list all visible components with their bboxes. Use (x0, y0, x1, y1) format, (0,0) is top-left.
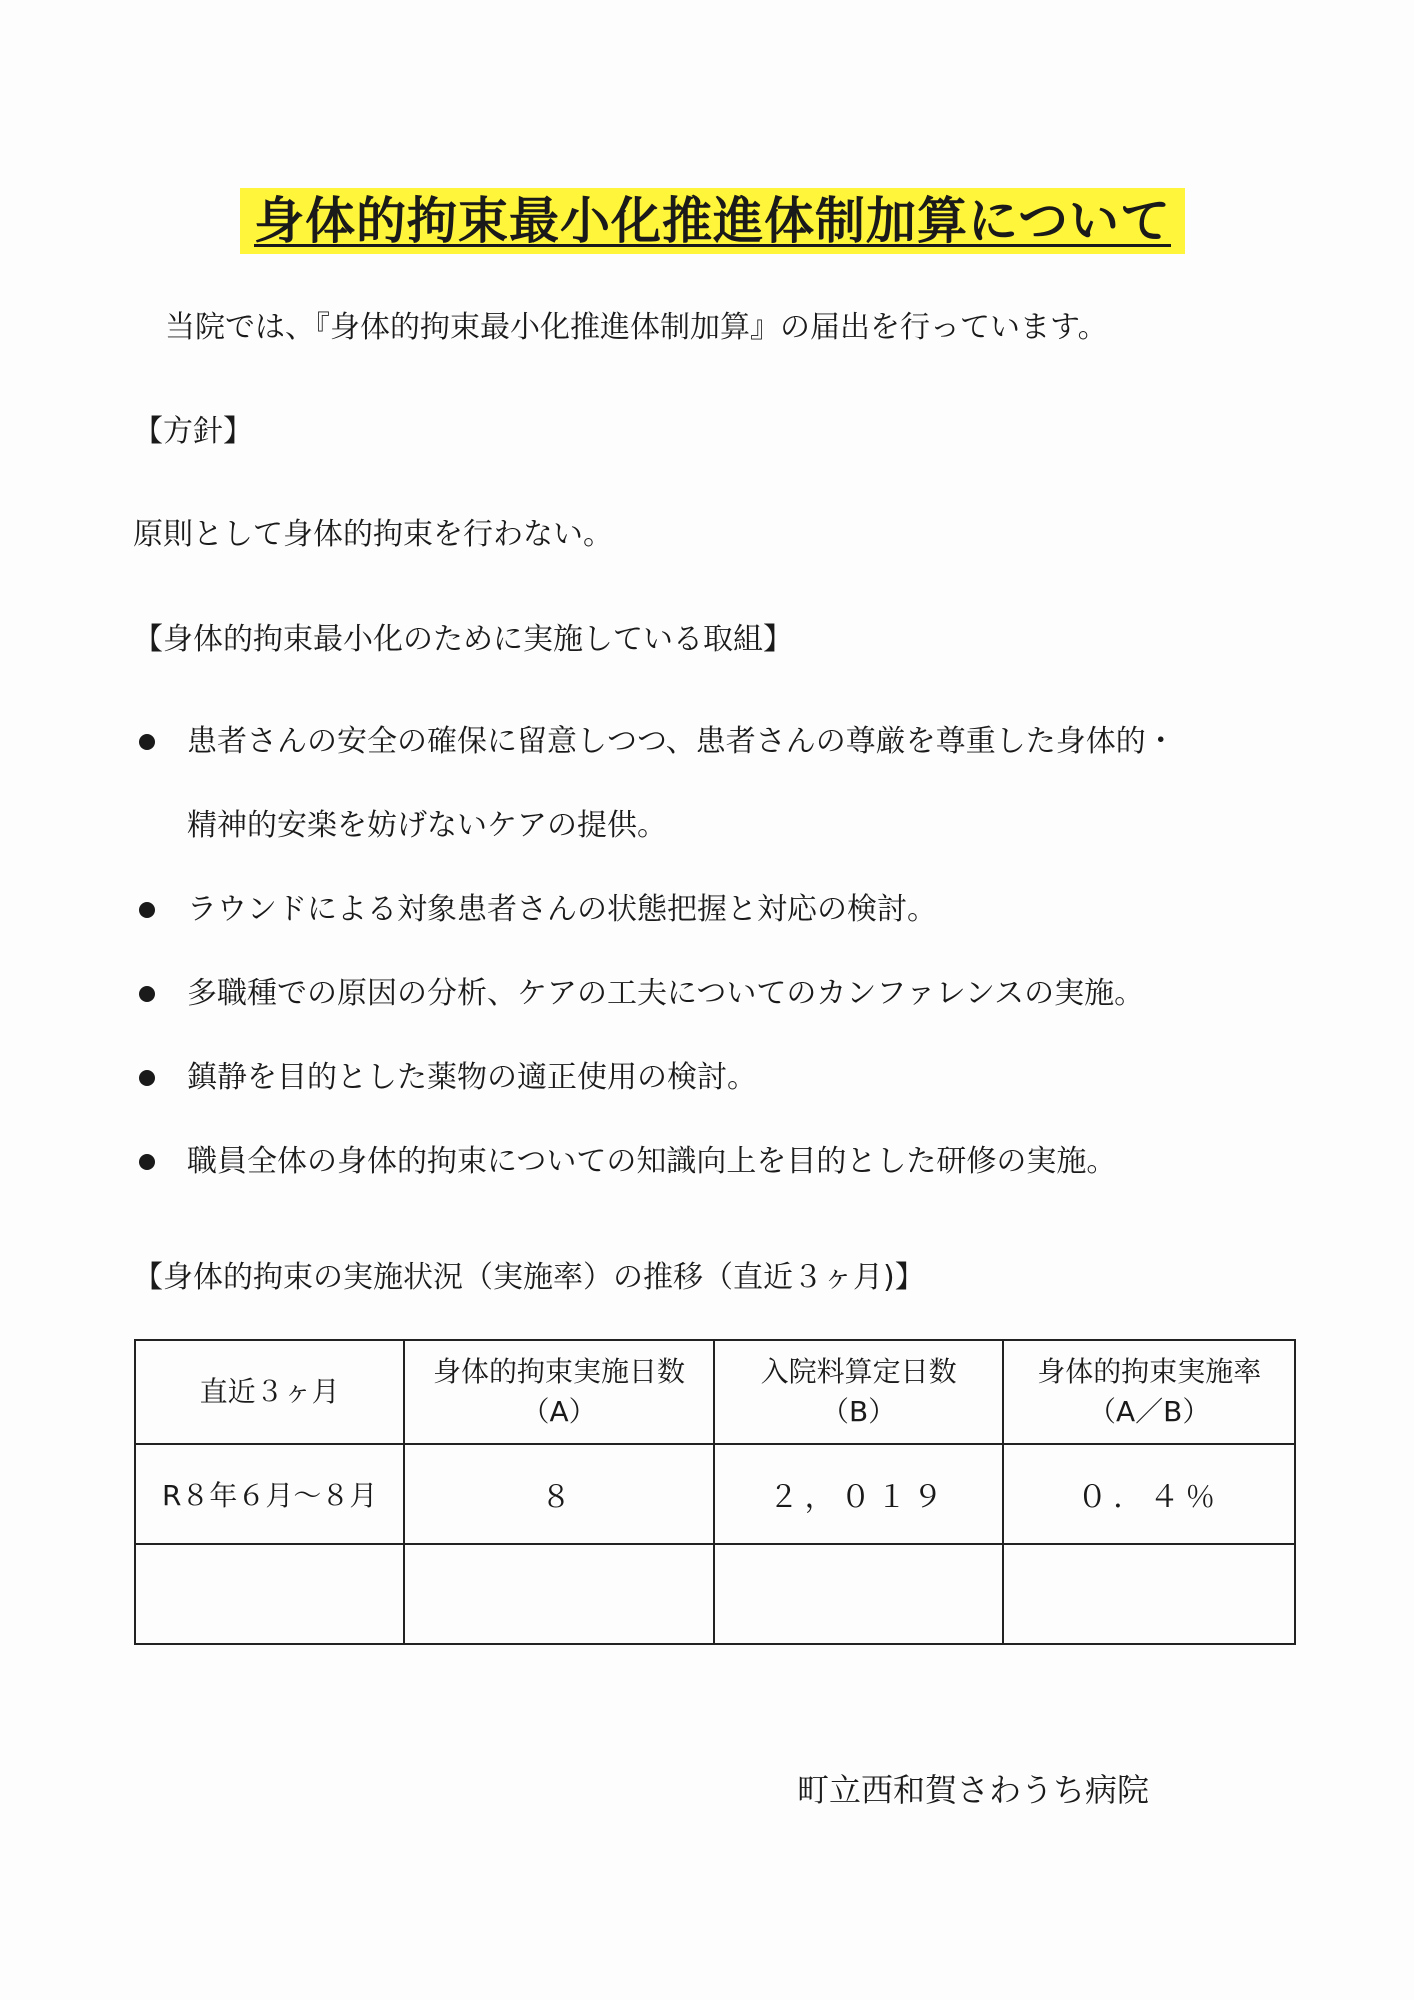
cell-restraint-days: ８ (404, 1444, 713, 1544)
effort-text-line1: 患者さんの安全の確保に留意しつつ、患者さんの尊厳を尊重した身体的・ (187, 724, 1176, 759)
effort-text: 多職種での原因の分析、ケアの工夫についてのカンファレンスの実施。 (187, 976, 1145, 1011)
table-heading: 【身体的拘束の実施状況（実施率）の推移（直近３ヶ月)】 (133, 1260, 925, 1295)
table-row (135, 1444, 1295, 1544)
header-restraint-rate: 身体的拘束実施率 （A／B） (1003, 1340, 1295, 1444)
bullet-icon (139, 1070, 155, 1086)
hospital-name: 町立西和賀さわうち病院 (797, 1771, 1150, 1809)
list-item (133, 1058, 1333, 1142)
bullet-icon (139, 902, 155, 918)
list-item (133, 974, 1333, 1058)
effort-text: 職員全体の身体的拘束についての知識向上を目的とした研修の実施。 (187, 1144, 1117, 1179)
list-item (133, 722, 1333, 890)
efforts-list (133, 722, 1333, 1226)
table-row (135, 1544, 1295, 1644)
cell-period: R８年６月～８月 (135, 1444, 404, 1544)
restraint-rate-table (134, 1339, 1296, 1645)
effort-text: 鎮静を目的とした薬物の適正使用の検討。 (187, 1060, 757, 1095)
list-item (133, 890, 1333, 974)
bullet-icon (139, 734, 155, 750)
page-title: 身体的拘束最小化推進体制加算について (240, 188, 1185, 254)
intro-text: 当院では、『身体的拘束最小化推進体制加算』の届出を行っています。 (165, 310, 1108, 345)
header-admission-days: 入院料算定日数 （B） (714, 1340, 1004, 1444)
effort-text-line2: 精神的安楽を妨げないケアの提供。 (187, 808, 667, 843)
effort-text: ラウンドによる対象患者さんの状態把握と対応の検討。 (187, 892, 937, 927)
header-restraint-days: 身体的拘束実施日数 （A） (404, 1340, 713, 1444)
policy-text: 原則として身体的拘束を行わない。 (133, 517, 613, 552)
bullet-icon (139, 986, 155, 1002)
table-header-row (135, 1340, 1295, 1444)
cell-empty (404, 1544, 713, 1644)
header-period: 直近３ヶ月 (135, 1340, 404, 1444)
cell-empty (1003, 1544, 1295, 1644)
efforts-heading: 【身体的拘束最小化のために実施している取組】 (133, 622, 793, 657)
bullet-icon (139, 1154, 155, 1170)
cell-restraint-rate: ０．４％ (1003, 1444, 1295, 1544)
cell-empty (714, 1544, 1004, 1644)
cell-admission-days: ２，０１９ (714, 1444, 1004, 1544)
policy-heading: 【方針】 (133, 414, 253, 449)
list-item (133, 1142, 1333, 1226)
cell-empty (135, 1544, 404, 1644)
